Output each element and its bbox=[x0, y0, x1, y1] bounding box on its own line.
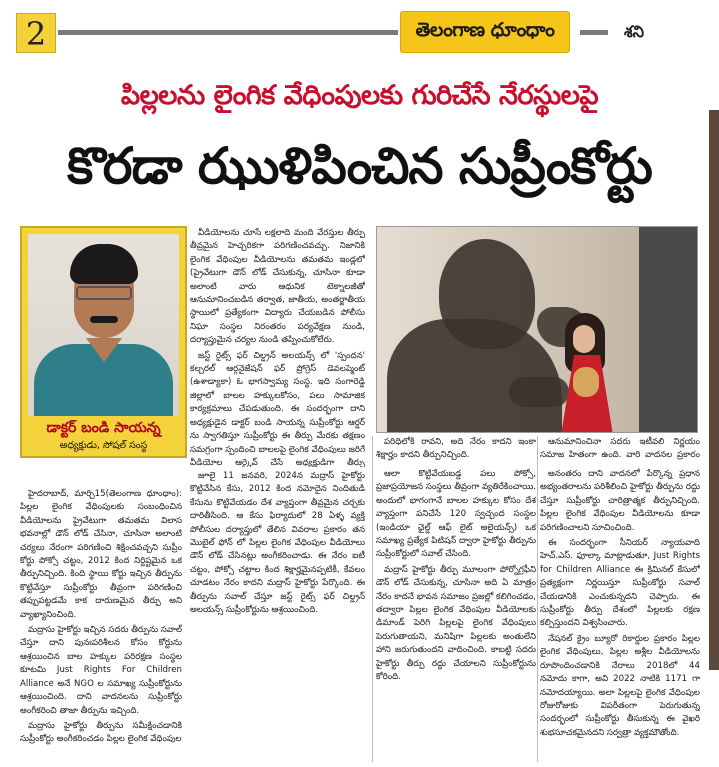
paragraph: పరిధిలోకి రావని, అది నేరం కాదని ఇంకా శిక్షార్హం కాదని తీర్పునిచ్చింది. bbox=[376, 437, 536, 461]
author-name: డాక్టర్ బండి సాయన్న bbox=[46, 420, 161, 436]
child-face bbox=[573, 325, 595, 353]
article-column-mid-top bbox=[376, 436, 536, 462]
paper-name: తెలంగాణ ధూంధాం bbox=[415, 18, 555, 41]
article-column-right bbox=[540, 468, 700, 762]
masthead-rule bbox=[58, 30, 398, 35]
paragraph: హైదరాబాద్, మార్చి15(తెలంగాణ ధూంధాం): పిల్లల లైంగిక వేధింపులకు సంబంధించిన వీడియోలను ప్రైవేటుగా తమతమ విలాస భవనాల్లో డౌన్ లోడ్ చేసినా, చూసినా అలాంటి చర్యలు నేరంగా పరిగణించి శిక్షించవచ్చని సుప్రీం కోర్టు పోక్సో చట్టం, 2012 కింద నిర్దిష్టమైన ఒక తీర్పునిచ్చింది. కింది స్థాయి కోర్టు ఇచ్చిన తీర్పును కొట్టివేస్తూ సుప్రీంకోర్టు తీవ్రంగా పరిగణించి తప్పుపట్టడమే కాక దారుణమైన తీర్పు అని వ్యాఖ్యానించింది. bbox=[20, 489, 182, 620]
masthead bbox=[0, 0, 719, 62]
paragraph: జూలై 11 జనవరి, 2024న మద్రాస్ హైకోర్టు కొట్టివేసిన కేసు, 2012 కింద నమోదైన నిందితుడి కేసును కొట్టివేయడం దేశ వ్యాప్తంగా తీవ్రమైన చర్చకు దారితీసింది. ఆ కేసు ఫిర్యాదులో 28 ఏళ్ళ వ్యక్తి పోలీసుల దర్యాప్తులో తేలిన వివరాల ప్రకారం తన మొబైల్ ఫోన్ లో పిల్లల లైంగిక వేధింపుల వీడియోలు డౌన్ లోడ్ చేసినట్లు అంగీకరించాడు. ఈ నేరం ఐటీ చట్టం, పోక్సో చట్టాల కింద శిక్షార్హమైనప్పటికీ, కేవలం చూడటం నేరం కాదని మద్రాస్ హైకోర్టు పేర్కొంది. ఈ తీర్పును సవాల్ చేస్తూ జస్ట్ రైట్స్ ఫర్ చిల్డ్రన్ అలయన్స్ సుప్రీంకోర్టును ఆశ్రయించింది. bbox=[190, 471, 365, 616]
article-kicker: పిల్లలను లైంగిక వేధింపులకు గురిచేసే నేరస్థులపై bbox=[120, 80, 599, 111]
paragraph: అనంతరం దాని వాదనలో పేర్కొన్న ప్రధాన అభ్యంతరాలను పరిశీలించి హైకోర్టు తీర్పును రద్దు చేస్తూ సుప్రీంకోర్టు చారిత్రాత్మక తీర్పునిచ్చింది. పిల్లల లైంగిక వేధింపుల వీడియోలను కూడా పరిగణించాలని సూచించింది. bbox=[540, 469, 700, 533]
photo-glasses bbox=[76, 286, 132, 300]
masthead-rule-right bbox=[580, 30, 608, 35]
dark-doorway bbox=[639, 227, 698, 433]
paragraph: వీడియోలను చూసే లక్షలాది మంది వేరస్తుల తీర్పు తీవ్రమైన హెచ్చరికగా పరిగణించవచ్చు. నిజానికి లైంగిక వేధింపుల వీడియోలను తమతమ ఇండ్లలో (ప్రైవేటుగా డౌన్ లోడ్ చేసుకున్న, చూసినా కూడా అలాంటి వారు ఆధునిక టెక్నాలజీతో ఆనుమానించబడిన తర్వాత, జాతీయ, అంతర్జాతీయ స్థాయిలో ప్రత్యేకంగా విద్యారు చేయబడిన పోలీసు నిఘా సంస్థల నిరంతరం పర్యవేక్షణ నుండి, దర్యాప్తుమైన చర్యల నుండి తప్పించుకోలేరు. bbox=[190, 228, 365, 346]
page-number: 2 bbox=[25, 15, 47, 53]
shadow-figure-head bbox=[439, 239, 535, 349]
shadow-hand-lower bbox=[509, 377, 569, 407]
article-headline: కొరడా ఝుళిపించిన సుప్రీంకోర్టు bbox=[67, 137, 652, 195]
article-column-right-top bbox=[540, 436, 700, 462]
paragraph: ఆలా కొట్టివేయబడ్డ పలు పోక్సో, ప్రజాప్రయోజన సంస్థలు తీవ్రంగా వ్యతిరేకించాయి. అందులో భాగంగానే బాలల హక్కుల కోసం దేశ వ్యాప్తంగా పనిచేసే 120 స్వచ్ఛంద సంస్థల (ఇండియా ఛైల్డ్ ఆఫ్ లైట్ అలైయన్స్) ఒక సమాఖ్య ప్రత్యేక పిటిషన్ ద్వారా హైకోర్టు తీర్పును సుప్రీంకోర్టులో సవాల్ చేసింది. bbox=[376, 469, 536, 560]
article-column-left bbox=[20, 488, 182, 762]
photo-moustache bbox=[90, 316, 118, 323]
adjacent-page-edge bbox=[709, 110, 719, 670]
page-number-box bbox=[16, 13, 56, 53]
paragraph: నేషనల్ క్రైం బ్యూరో రికార్డుల ప్రకారం పిల్లల లైంగిక వేధింపులు, పిల్లల అశ్లీల వీడియోలను రూపొందించడానికి నేరాలు 2018లో 44 నమోదు కాగా, అవి 2022 నాటికి 1171 గా నమోదయ్యాయి. అలా పిల్లలపై లైంగిక వేధింపుల రోజురోజుకు విపరీతంగా పెరుగుతున్న సందర్భంలో సుప్రీంకోర్టు తీసుకున్న ఈ వైఖరి శుభసూచకమైనదని సర్వత్రా వ్యక్తమౌతోంది. bbox=[540, 633, 700, 738]
article-column-mid bbox=[376, 468, 536, 762]
day-text: శని bbox=[624, 22, 645, 41]
author-role: అధ్యక్షుడు, సోషల్ సంస్థ bbox=[59, 440, 148, 451]
teddy-bear bbox=[573, 367, 599, 397]
paragraph: ఈ సందర్భంగా సీనియర్ న్యాయవాది హెచ్.ఎస్. ఫూల్కా మాట్లాడుతూ, Just Rights for Children Alliance ఈ క్రిమినల్ కేసులో ప్రత్యక్షంగా నిర్ణయిస్తూ సుప్రీంకోర్టు సవాల్ చేయడానికి ఎంచుకున్నదని చెప్పారు. ఈ సుప్రీంకోర్టు తీర్పు దేశంలో పిల్లలకు రక్షణ కల్పిస్తుందని విశ్వసించారు. bbox=[540, 538, 700, 629]
paragraph: మద్రాసు హైకోర్టు ఇచ్చిన సదరు తీర్పును సవాల్ చేస్తూ దాని పునఃపరిశీలన కోసం కోర్టును ఆశ్రయించిన బాల హక్కుల పరిరక్షణ సంస్థల కూటమి Just Rights For Children Alliance అనే NGO ల సమాఖ్య సుప్రీంకోర్టును ఆశ్రయించింది. దాని వాదనలను సుప్రీంకోర్టు అంగీకరించి తాజా తీర్పును ఇచ్చింది. bbox=[20, 625, 182, 716]
column-divider bbox=[372, 436, 373, 762]
article-column-1a bbox=[182, 227, 365, 467]
paragraph: మద్రాసు హైకోర్టు తీర్పును సమీక్షించడానికి సుప్రీంకోర్టు అంగీకరించడం పిల్లల లైంగిక వేధింపుల bbox=[20, 720, 182, 745]
paper-logo bbox=[400, 11, 570, 53]
photo-hair bbox=[70, 244, 138, 284]
paragraph: జస్ట్ రైట్స్ ఫర్ చిల్డ్రన్ అలయన్స్ లో 'స్పందన' కల్చరల్ ఆర్గనైజేషన్ ఫర్ ప్రోగ్రెస్ డెవలప్మెంట్ (ఉశాడ్యాకా) ఓ భాగస్వామ్య సంస్థ. ఇది సంగారెడ్డి జిల్లాలో బాలల హక్కులకోసం, పలు సామాజిక కార్యక్రమాలు చేపడుతుంది. ఈ సందర్భంగా దాని అధ్యక్షుడైన డాక్టర్ బండి సాయన్న సుప్రీంకోర్టు ఆర్డర్ ను స్వాగతిస్తూ సుప్రీంకోర్టు ఈ తీర్పు మేరకు తక్షణం సమగ్రంగా స్పందించి బాలలపై లైంగిక వేధింపులు జరిగే వీడియోల ఆర్కైవ్ చేసే అధ్యక్షుడిగా తీర్పు bbox=[190, 350, 365, 467]
article-illustration bbox=[376, 226, 698, 433]
column-divider bbox=[537, 436, 538, 762]
article-column-1b bbox=[182, 470, 365, 762]
author-box bbox=[20, 226, 187, 458]
paragraph: మద్రాస్ హైకోర్టు తీర్పు మూలంగా పోర్నోగ్రఫీని డౌన్ లోడ్ చేసుకున్న, చూసినా అది ఏ మాత్రం నేరం కాదనే భావన సమాజం ప్రజల్లో కలిగించడం, తద్వారా పిల్లల లైంగిక వేధింపుల వీడియోలకు డిమాండ్ పెరిగి పిల్లలపై లైంగిక వేధింపులు పెరుగుతాయని, మనిషిగా పిల్లలకు అంతులేని హాని జరుగుతుందని వాదించింది. కాబట్టి సదరు హైకోర్టు తీర్పు రద్దు చేయాలని సుప్రీంకోర్టును కోరింది. bbox=[376, 564, 536, 683]
paragraph: ఆనుమానించినా సదరు ఇటీవలి నిర్ణయం సమాజ హితంగా ఉంది. వారి వాదనల ప్రకారం bbox=[540, 437, 700, 461]
author-photo bbox=[28, 234, 179, 416]
